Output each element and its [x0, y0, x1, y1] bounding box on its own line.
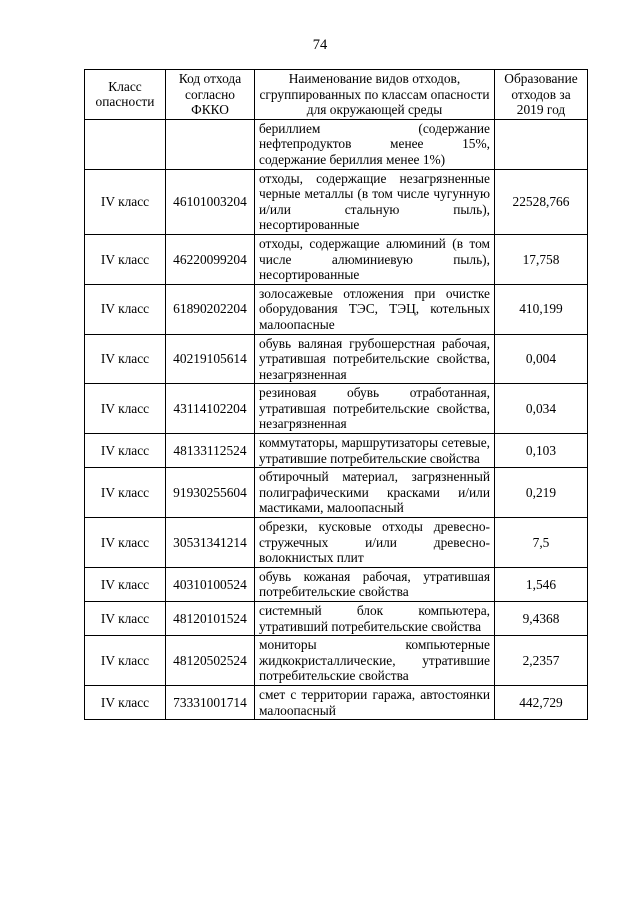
table-row	[85, 169, 588, 234]
table-row	[85, 434, 588, 468]
cell-class: IV класс	[85, 518, 166, 568]
header-fkko-code: Код отхода согласно ФККО	[166, 70, 255, 120]
cell-code: 48120502524	[166, 636, 255, 686]
cell-name: обувь кожаная рабочая, утратившая потребительские свойства	[255, 567, 495, 601]
cell-amount: 442,729	[495, 685, 588, 719]
header-waste-amount: Образование отходов за 2019 год	[495, 70, 588, 120]
cell-amount: 9,4368	[495, 602, 588, 636]
cell-amount: 7,5	[495, 518, 588, 568]
waste-table	[84, 69, 588, 720]
cell-code: 61890202204	[166, 284, 255, 334]
cell-code: 46101003204	[166, 169, 255, 234]
cell-class: IV класс	[85, 169, 166, 234]
cell-name: смет с территории гаража, автостоянки малоопасный	[255, 685, 495, 719]
cell-code: 40219105614	[166, 334, 255, 384]
cell-class: IV класс	[85, 284, 166, 334]
cell-class: IV класс	[85, 567, 166, 601]
cell-amount	[495, 119, 588, 169]
cell-amount: 0,004	[495, 334, 588, 384]
table-row	[85, 284, 588, 334]
cell-class: IV класс	[85, 334, 166, 384]
cell-amount: 410,199	[495, 284, 588, 334]
header-hazard-class: Класс опасности	[85, 70, 166, 120]
cell-code: 43114102204	[166, 384, 255, 434]
table-row	[85, 518, 588, 568]
cell-code: 73331001714	[166, 685, 255, 719]
cell-name: обтирочный материал, загрязненный полиграфическими красками и/или мастиками, малоопасный	[255, 468, 495, 518]
cell-code	[166, 119, 255, 169]
cell-amount: 1,546	[495, 567, 588, 601]
table-row	[85, 685, 588, 719]
cell-name: обрезки, кусковые отходы древесно-стружечных и/или древесно-волокнистых плит	[255, 518, 495, 568]
table-header-row	[85, 70, 588, 120]
cell-name: обувь валяная грубошерстная рабочая, утратившая потребительские свойства, незагрязненная	[255, 334, 495, 384]
cell-amount: 17,758	[495, 234, 588, 284]
table-row	[85, 384, 588, 434]
cell-class	[85, 119, 166, 169]
cell-amount: 0,219	[495, 468, 588, 518]
cell-name: системный блок компьютера, утративший потребительские свойства	[255, 602, 495, 636]
cell-class: IV класс	[85, 384, 166, 434]
cell-amount: 0,103	[495, 434, 588, 468]
table-row	[85, 567, 588, 601]
cell-name: отходы, содержащие алюминий (в том числе алюминиевую пыль), несортированные	[255, 234, 495, 284]
header-waste-name: Наименование видов отходов, сгруппированных по классам опасности для окружающей среды	[255, 70, 495, 120]
cell-class: IV класс	[85, 636, 166, 686]
table-row	[85, 602, 588, 636]
table-row	[85, 334, 588, 384]
cell-code: 48120101524	[166, 602, 255, 636]
cell-class: IV класс	[85, 685, 166, 719]
cell-name: мониторы компьютерные жидкокристаллические, утратившие потребительские свойства	[255, 636, 495, 686]
cell-class: IV класс	[85, 602, 166, 636]
cell-amount: 0,034	[495, 384, 588, 434]
cell-name: золосажевые отложения при очистке оборудования ТЭС, ТЭЦ, котельных малоопасные	[255, 284, 495, 334]
page-number: 74	[312, 37, 328, 53]
cell-code: 30531341214	[166, 518, 255, 568]
cell-code: 91930255604	[166, 468, 255, 518]
cell-code: 46220099204	[166, 234, 255, 284]
cell-amount: 2,2357	[495, 636, 588, 686]
cell-code: 40310100524	[166, 567, 255, 601]
cell-class: IV класс	[85, 234, 166, 284]
table-row	[85, 234, 588, 284]
cell-name: резиновая обувь отработанная, утратившая потребительские свойства, незагрязненная	[255, 384, 495, 434]
table-row-continuation	[85, 119, 588, 169]
cell-name: коммутаторы, маршрутизаторы сетевые, утратившие потребительские свойства	[255, 434, 495, 468]
table-row	[85, 468, 588, 518]
cell-name: бериллием (содержание нефтепродуктов менее 15%, содержание бериллия менее 1%)	[255, 119, 495, 169]
table-row	[85, 636, 588, 686]
cell-code: 48133112524	[166, 434, 255, 468]
cell-class: IV класс	[85, 434, 166, 468]
cell-amount: 22528,766	[495, 169, 588, 234]
cell-class: IV класс	[85, 468, 166, 518]
cell-name: отходы, содержащие незагрязненные черные металлы (в том числе чугунную и/или стальную пыль), несортированные	[255, 169, 495, 234]
